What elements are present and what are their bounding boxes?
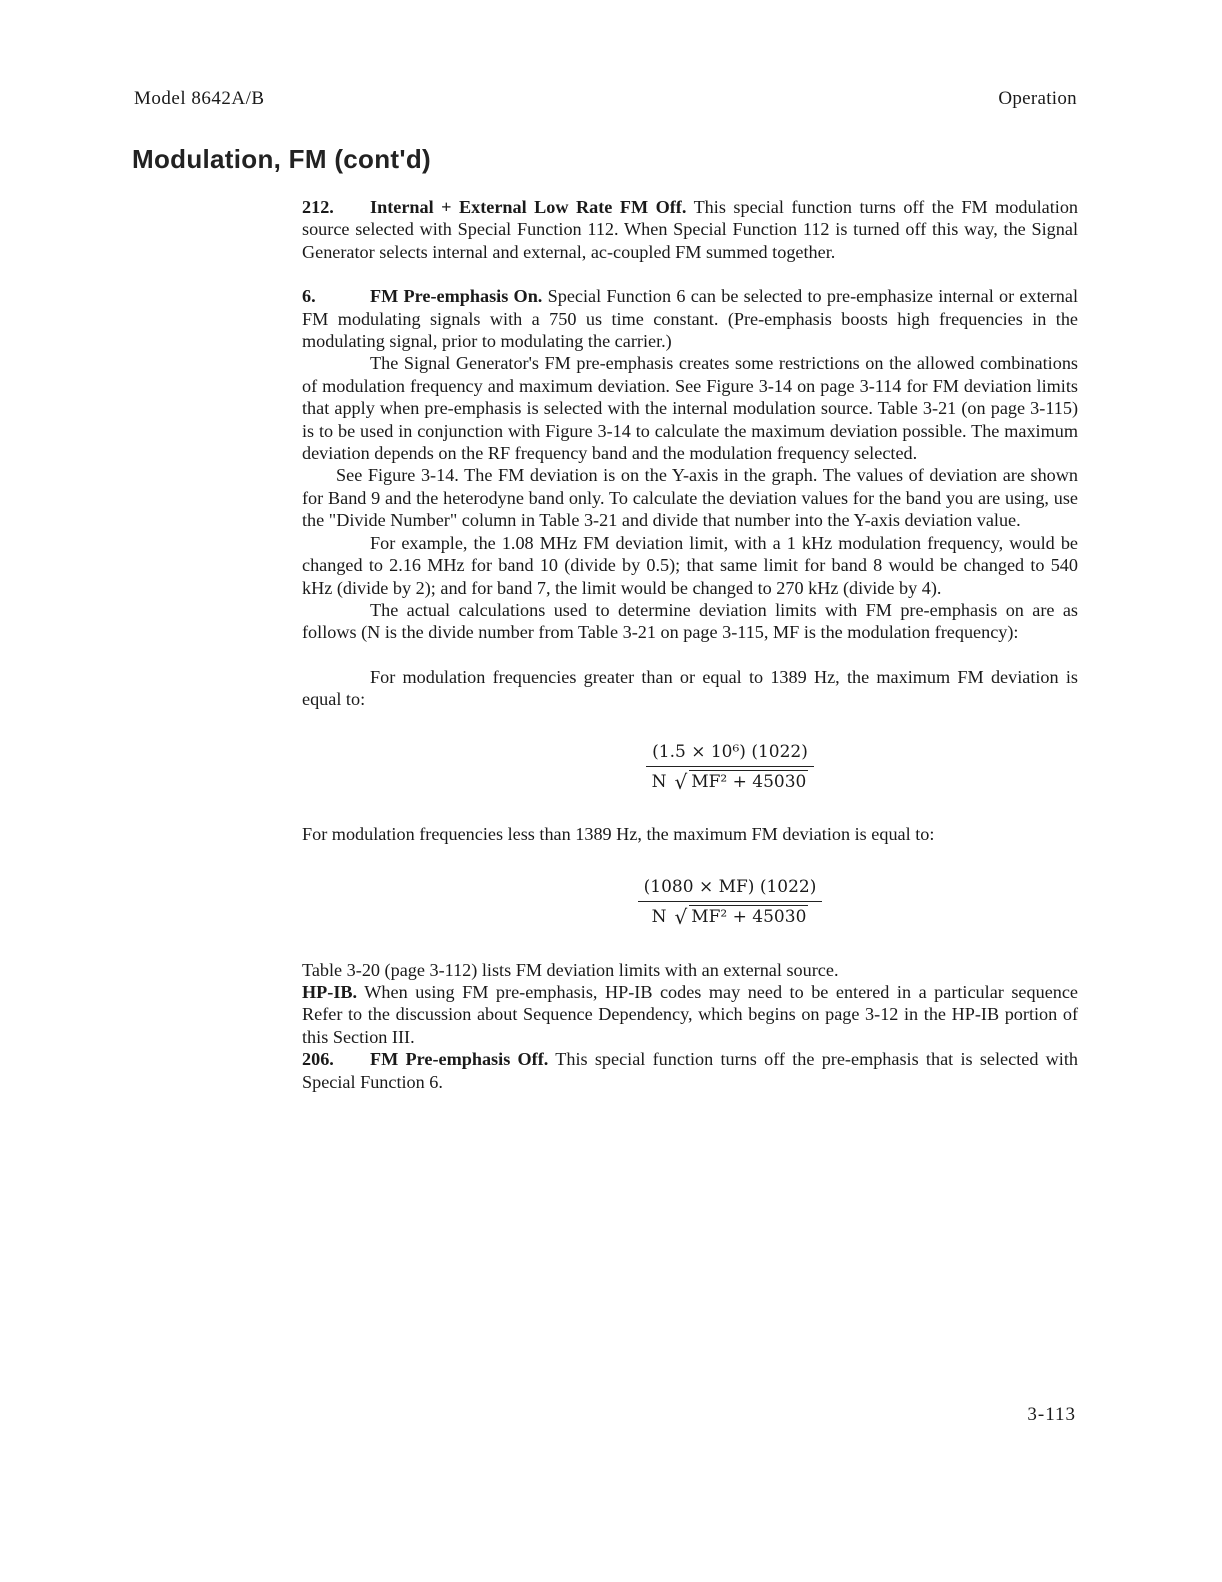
paragraph-sf6-high-mf: For modulation frequencies greater than or equal to 1389 Hz, the maximum FM deviation is equal to: xyxy=(302,666,1078,710)
spacer xyxy=(302,929,1078,959)
section-title: Modulation, FM (cont'd) xyxy=(132,144,432,174)
paragraph-sf6-restrictions: The Signal Generator's FM pre-emphasis creates some restrictions on the allowed combinations of modulation frequency and maximum deviation. See Figure 3-14 on page 3-114 for FM deviation limits that apply when pre-emphasis is selected with the internal modulation source. Table 3-21 (on page 3-115) is to be used in conjunction with Figure 3-14 to calculate the maximum deviation possible. The maximum deviation depends on the RF frequency band and the modulation frequency selected. xyxy=(302,353,1078,464)
formula-numerator: (1080 × MF) (1022) xyxy=(638,876,823,902)
formula-radicand: MF² + 45030 xyxy=(691,771,807,792)
hpib-term: HP-IB. xyxy=(302,981,358,1002)
sf6-term: FM Pre-emphasis On. xyxy=(370,286,543,307)
sf212-number: 212. xyxy=(302,197,334,217)
formula-denominator xyxy=(652,767,809,793)
sf212-term: Internal + External Low Rate FM Off. xyxy=(370,197,687,217)
header-section: Operation xyxy=(998,88,1077,109)
spacer xyxy=(302,644,1078,666)
body-column xyxy=(302,196,1078,1093)
spacer xyxy=(302,263,1078,285)
fraction xyxy=(646,741,814,794)
formula-low-mf xyxy=(302,876,1078,929)
paragraph-sf6-external: Table 3-20 (page 3-112) lists FM deviation limits with an external source. xyxy=(302,959,839,980)
spacer xyxy=(302,846,1078,876)
sf6-text: Special Function 6 can be selected to pre-emphasize internal or external FM modulating signals with a 750 us time constant. (Pre-emphasis boosts high frequencies in the modulating signal, prior to modulating the carrier.) xyxy=(302,286,1078,352)
header-model: Model 8642A/B xyxy=(134,88,265,109)
formula-n: N xyxy=(651,907,667,928)
formula-high-mf xyxy=(302,741,1078,794)
hpib-text: When using FM pre-emphasis, HP-IB codes may need to be entered in a particular sequence Refer to the discussion about Sequence Dependency, which begins on page 3-12 in the HP-IB portion of this Section III. xyxy=(302,981,1078,1047)
formula-denominator xyxy=(652,902,809,928)
formula-n: N xyxy=(651,771,667,792)
sf206-number: 206. xyxy=(302,1049,334,1070)
paragraph-sf6-example: For example, the 1.08 MHz FM deviation limit, with a 1 kHz modulation frequency, would be changed to 2.16 MHz for band 10 (divide by 0.5); that same limit for band 8 would be changed to 540 kHz (divide by 2); and for band 7, the limit would be changed to 270 kHz (divide by 4). xyxy=(302,532,1078,598)
paragraph-sf6-figure: See Figure 3-14. The FM deviation is on the Y-axis in the graph. The values of deviation are shown for Band 9 and the heterodyne band only. To calculate the deviation values for the band you are using, use the "Divide Number" column in Table 3-21 and divide that number into the Y-axis deviation value. xyxy=(302,465,1078,531)
formula-radicand: MF² + 45030 xyxy=(691,907,807,928)
paragraph-sf6 xyxy=(302,285,1078,352)
sqrt-icon: √ xyxy=(674,905,688,930)
spacer xyxy=(302,793,1078,823)
paragraph-sf212 xyxy=(302,196,1078,263)
sf212-text: This special function turns off the FM modulation source selected with Special Function 112. When Special Function 112 is turned off this way, the Signal Generator selects internal and external, ac-coupled FM summed together. xyxy=(302,197,1079,262)
paragraph-sf6-calculations: The actual calculations used to determine deviation limits with FM pre-emphasis on are as follows (N is the divide number from Table 3-21 on page 3-115, MF is the modulation frequency): xyxy=(302,599,1078,643)
formula-numerator: (1.5 × 10⁶) (1022) xyxy=(646,741,814,767)
sqrt-icon: √ xyxy=(674,769,688,794)
page-number: 3-113 xyxy=(1027,1404,1076,1425)
sf206-term: FM Pre-emphasis Off. xyxy=(370,1049,549,1070)
paragraph-sf6-low-mf: For modulation frequencies less than 1389 Hz, the maximum FM deviation is equal to: xyxy=(302,824,935,845)
fraction xyxy=(638,876,823,929)
paragraph-hpib xyxy=(302,981,1078,1048)
sf6-number: 6. xyxy=(302,286,316,307)
spacer xyxy=(302,711,1078,741)
paragraph-sf206 xyxy=(302,1048,1078,1093)
sf206-text: This special function turns off the pre-emphasis that is selected with Special Function 6. xyxy=(302,1049,1079,1092)
